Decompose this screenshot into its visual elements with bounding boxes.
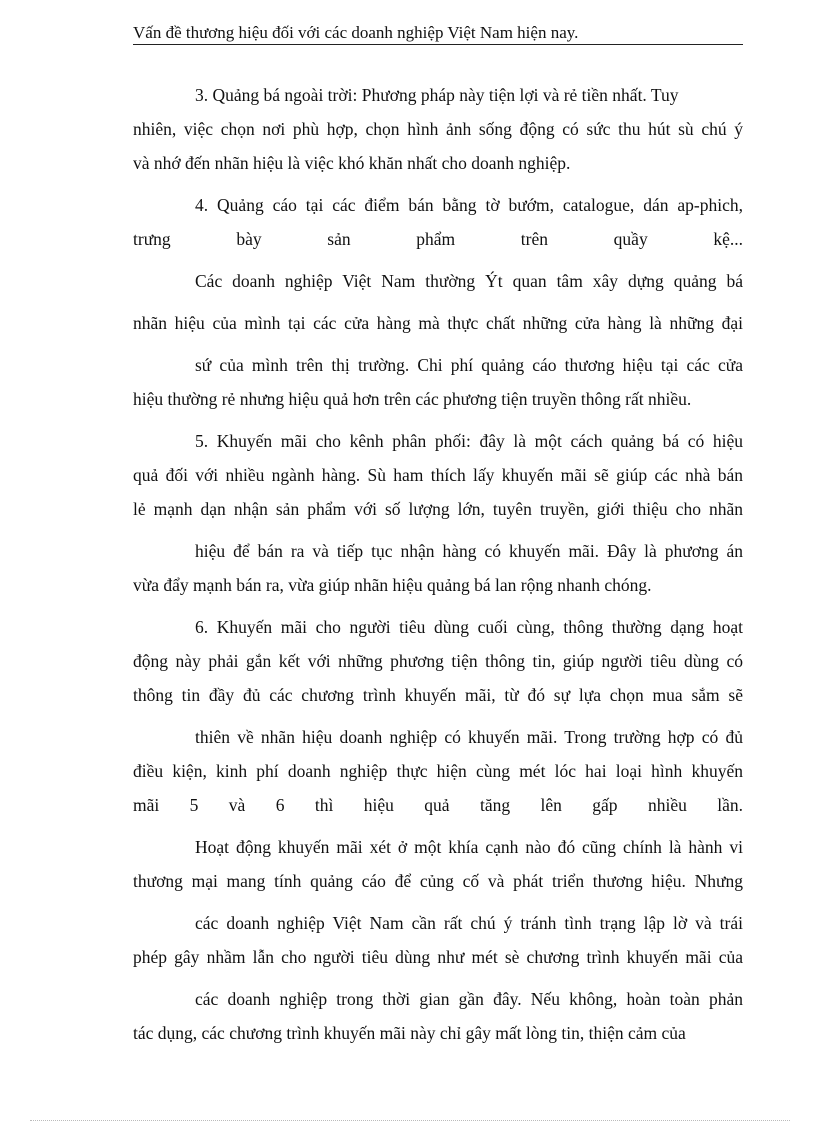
text-line: thiên về nhãn hiệu doanh nghiệp có khuyến mãi. Trong trường hợp có đủ — [195, 727, 743, 747]
text-line: hiệu thường rẻ nhưng hiệu quả hơn trên các phương tiện truyền thông rất nhiều. — [133, 389, 692, 409]
text-line: thương mại mang tính quảng cáo để củng cố và phát triển thương hiệu. Nhưng — [133, 871, 743, 891]
text-line: thông tin đầy đủ các chương trình khuyến mãi, từ đó sự lựa chọn mua sắm sẽ — [133, 685, 743, 705]
text-line: 6. Khuyến mãi cho người tiêu dùng cuối cùng, thông thường dạng hoạt — [195, 617, 743, 637]
text-line: sứ của mình trên thị trường. Chi phí quảng cáo thương hiệu tại các cửa — [195, 355, 743, 375]
text-line: Các doanh nghiệp Việt Nam thường Ýt quan tâm xây dựng quảng bá — [195, 271, 743, 291]
running-header: Vấn đề thương hiệu đối với các doanh nghiệp Việt Nam hiện nay. — [133, 22, 743, 45]
text-line: 3. Quảng bá ngoài trời: Phương pháp này tiện lợi và rẻ tiền nhất. Tuy — [195, 85, 679, 105]
text-line: điều kiện, kinh phí doanh nghiệp thực hiện cùng mét lóc hai loại hình khuyến — [133, 761, 743, 781]
text-line: tác dụng, các chương trình khuyến mãi này chỉ gây mất lòng tin, thiện cảm của — [133, 1023, 686, 1043]
text-line: vừa đẩy mạnh bán ra, vừa giúp nhãn hiệu quảng bá lan rộng nhanh chóng. — [133, 575, 652, 595]
text-line: nhiên, việc chọn nơi phù hợp, chọn hình ảnh sống động có sức thu hút sù chú ý — [133, 119, 743, 139]
page-bottom-rule — [30, 1120, 790, 1121]
text-line: 4. Quảng cáo tại các điểm bán bằng tờ bướm, catalogue, dán ap-phich, — [195, 195, 743, 215]
text-line: nhãn hiệu của mình tại các cửa hàng mà thực chất những cửa hàng là những đại — [133, 313, 743, 333]
text-line: phép gây nhầm lẫn cho người tiêu dùng như mét sè chương trình khuyến mãi của — [133, 947, 743, 967]
text-line: quả đối với nhiều ngành hàng. Sù ham thích lấy khuyến mãi sẽ giúp các nhà bán — [133, 465, 743, 485]
text-line: các doanh nghiệp Việt Nam cần rất chú ý tránh tình trạng lập lờ và trái — [195, 913, 743, 933]
text-line: và nhớ đến nhãn hiệu là việc khó khăn nhất cho doanh nghiệp. — [133, 153, 571, 173]
text-line: trưng bày sản phẩm trên quầy kệ... — [133, 229, 743, 249]
text-line: Hoạt động khuyến mãi xét ở một khía cạnh nào đó cũng chính là hành vi — [195, 837, 743, 857]
body-text — [133, 78, 743, 1050]
text-line: 5. Khuyến mãi cho kênh phân phối: đây là một cách quảng bá có hiệu — [195, 431, 743, 451]
text-line: mãi 5 và 6 thì hiệu quả tăng lên gấp nhiều lần. — [133, 795, 743, 815]
text-line: hiệu để bán ra và tiếp tục nhận hàng có khuyến mãi. Đây là phương án — [195, 541, 743, 561]
text-line: lẻ mạnh dạn nhận sản phẩm với số lượng lớn, tuyên truyền, giới thiệu cho nhãn — [133, 499, 743, 519]
text-line: động này phải gắn kết với những phương tiện thông tin, giúp người tiêu dùng có — [133, 651, 743, 671]
text-line: các doanh nghiệp trong thời gian gần đây. Nếu không, hoàn toàn phản — [195, 989, 743, 1009]
